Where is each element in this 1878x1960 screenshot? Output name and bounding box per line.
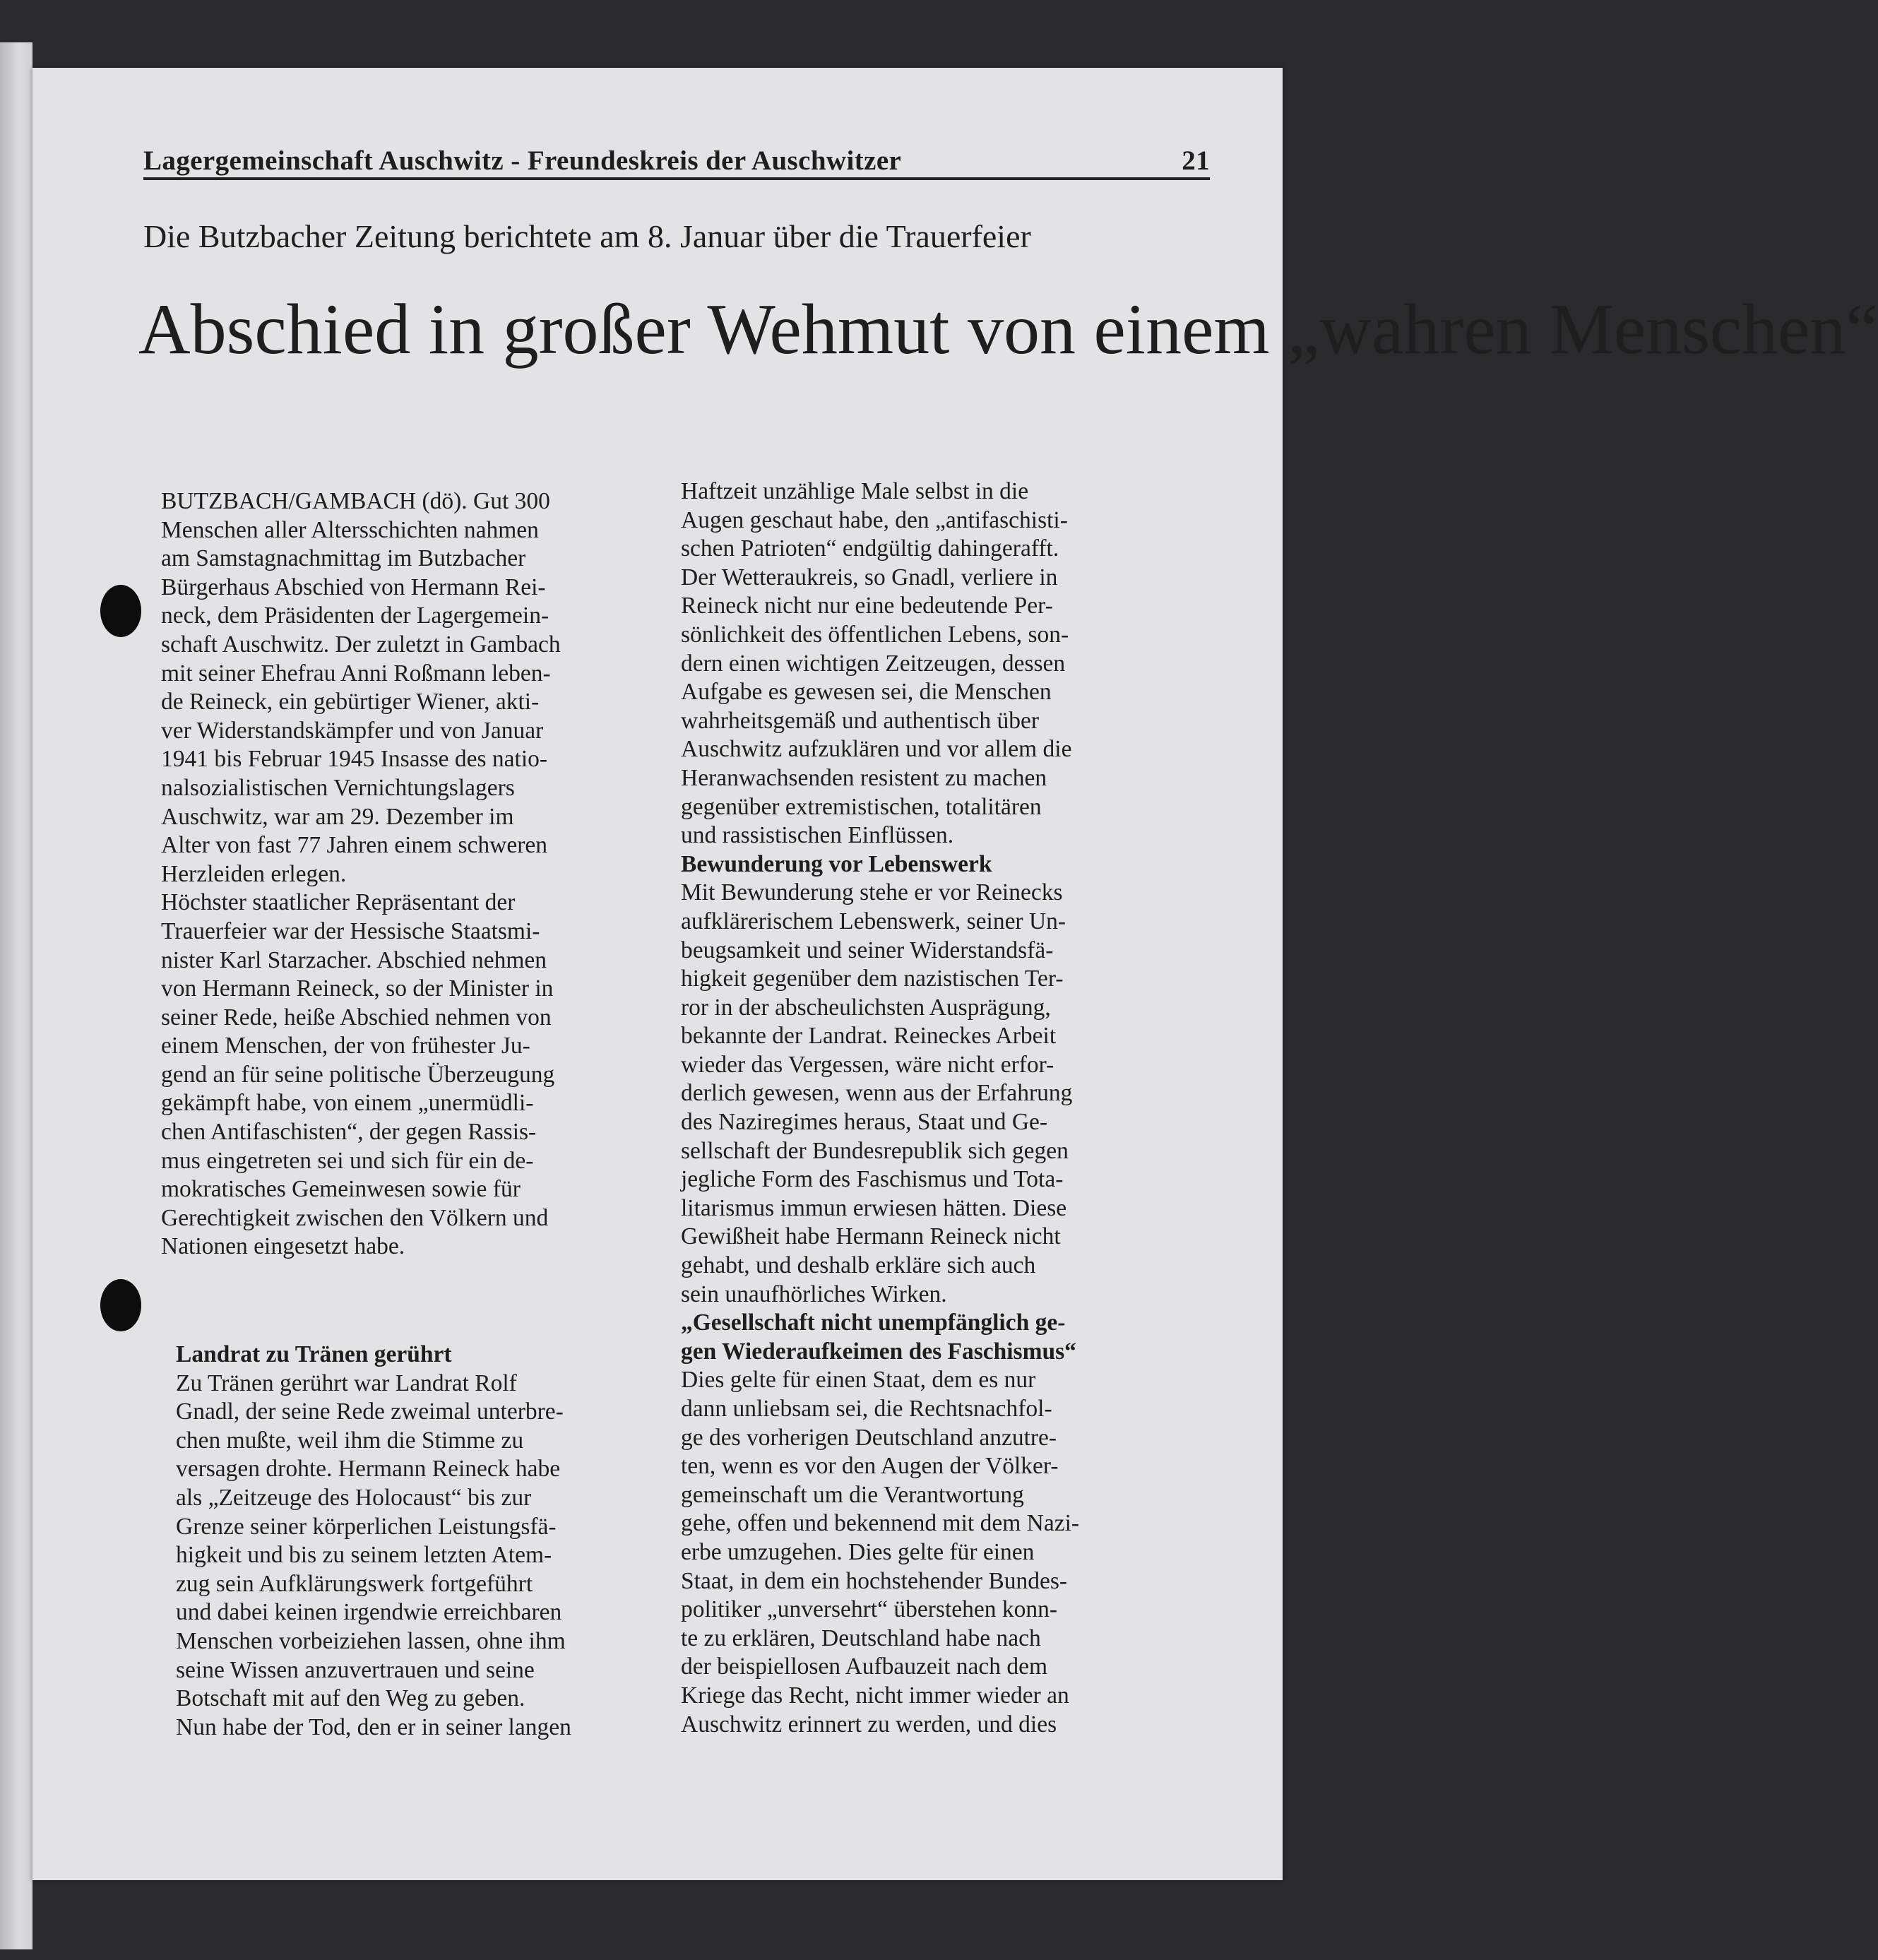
column-2-body [176,1370,646,1742]
article-column-1 [161,487,631,1261]
text-line: derlich gewesen, wenn aus der Erfahrung [681,1080,1073,1107]
article-headline [138,290,1878,370]
headline-line-2: von einem „wahren Menschen“ [968,290,1878,369]
text-line: schaft Auschwitz. Der zuletzt in Gambach [161,631,561,658]
text-line: wieder das Vergessen, wäre nicht erfor- [681,1051,1054,1078]
text-line: de Reineck, ein gebürtiger Wiener, akti- [161,689,540,715]
text-line: higkeit und bis zu seinem letzten Atem- [176,1542,552,1569]
text-line: mus eingetreten sei und sich für ein de- [161,1147,534,1174]
text-line: Reineck nicht nur eine bedeutende Per- [681,593,1053,619]
text-line: ror in der abscheulichsten Ausprägung, [681,994,1051,1021]
punch-hole-bottom [100,1279,141,1331]
intro-line: Die Butzbacher Zeitung berichtete am 8. Januar über die Trauerfeier [143,218,1031,254]
text-line: am Samstagnachmittag im Butzbacher [161,545,526,572]
text-line: jegliche Form des Faschismus und Tota- [681,1166,1064,1193]
text-line: beugsamkeit und seiner Widerstandsfä- [681,937,1054,963]
text-line: Haftzeit unzählige Male selbst in die [681,478,1029,504]
text-line: gehabt, und deshalb erkläre sich auch [681,1252,1036,1279]
text-line: chen Antifaschisten“, der gegen Rassis- [161,1119,537,1146]
text-line: litarismus immun erwiesen hätten. Diese [681,1194,1067,1221]
text-line: und dabei keinen irgendwie erreichbaren [176,1599,562,1626]
text-line: Auschwitz erinnert zu werden, und dies [681,1711,1057,1738]
punch-hole-top [100,585,141,637]
text-line: sellschaft der Bundesrepublik sich gegen [681,1137,1069,1164]
text-line: einem Menschen, der von frühester Ju- [161,1033,530,1059]
text-line: gend an für seine politische Überzeugung [161,1061,555,1088]
adjacent-page-edge [0,42,32,1949]
text-line: nister Karl Starzacher. Abschied nehmen [161,946,547,973]
text-line: gemeinschaft um die Verantwortung [681,1481,1024,1508]
subheading-landrat: Landrat zu Tränen gerührt [176,1341,452,1367]
text-line: und rassistischen Einflüssen. [681,822,954,849]
text-line: chen mußte, weil ihm die Stimme zu [176,1427,524,1454]
text-line: Alter von fast 77 Jahren einem schweren [161,832,547,859]
text-line: gekämpft habe, von einem „unermüdli- [161,1090,534,1117]
text-line: neck, dem Präsidenten der Lagergemein- [161,602,549,629]
document-page [32,68,1878,1880]
text-line: Augen geschaut habe, den „antifaschisti- [681,506,1068,533]
text-line: Heranwachsenden resistent zu machen [681,764,1047,791]
text-line: Gewißheit habe Hermann Reineck nicht [681,1223,1061,1250]
text-line: Kriege das Recht, nicht immer wieder an [681,1682,1069,1709]
text-line: sein unaufhörliches Wirken. [681,1281,947,1307]
text-line: Gerechtigkeit zwischen den Völkern und [161,1204,549,1231]
article-column-3 [681,477,1165,1739]
text-line: mokratisches Gemeinwesen sowie für [161,1176,521,1203]
subheading-bewunderung: Bewunderung vor Lebenswerk [681,850,992,877]
column-3-body-b [681,879,1165,1309]
text-line: Bürgerhaus Abschied von Hermann Rei- [161,574,546,600]
text-line: Auschwitz aufzuklären und vor allem die [681,736,1072,763]
publication-title: Lagergemeinschaft Auschwitz - Freundeskreis der Auschwitzer [143,145,902,176]
headline-line-1: Abschied in großer Wehmut [138,290,950,369]
running-header [143,130,1210,177]
text-line: gehe, offen und bekennend mit dem Nazi- [681,1510,1080,1537]
text-line: 1941 bis Februar 1945 Insasse des natio- [161,746,548,773]
text-line: ten, wenn es vor den Augen der Völker- [681,1453,1059,1480]
text-line: gen Wiederaufkeimen des Faschismus“ [681,1338,1076,1365]
text-line: der beispiellosen Aufbauzeit nach dem [681,1653,1048,1680]
text-line: von Hermann Reineck, so der Minister in [161,975,554,1002]
text-line: Dies gelte für einen Staat, dem es nur [681,1367,1036,1394]
text-line: erbe umzugehen. Dies gelte für einen [681,1538,1035,1565]
text-line: wahrheitsgemäß und authentisch über [681,707,1039,734]
text-line: seiner Rede, heiße Abschied nehmen von [161,1004,552,1031]
text-line: als „Zeitzeuge des Holocaust“ bis zur [176,1484,532,1511]
text-line: Menschen vorbeiziehen lassen, ohne ihm [176,1627,566,1654]
text-line: gegenüber extremistischen, totalitären [681,793,1042,820]
text-line: ver Widerstandskämpfer und von Januar [161,717,544,744]
text-line: Menschen aller Altersschichten nahmen [161,516,539,543]
text-line: schen Patrioten“ endgültig dahingerafft. [681,535,1059,562]
text-line: Botschaft mit auf den Weg zu geben. [176,1685,525,1712]
column-3-body-c [681,1366,1165,1739]
text-line: versagen drohte. Hermann Reineck habe [176,1456,561,1483]
text-line: Nun habe der Tod, den er in seiner langen [176,1713,571,1740]
column-3-body-a [681,477,1165,850]
article-column-2 [176,1341,646,1742]
text-line: sönlichkeit des öffentlichen Lebens, son- [681,621,1069,648]
header-rule [143,177,1210,180]
text-line: bekannte der Landrat. Reineckes Arbeit [681,1023,1057,1050]
subheading-gesellschaft [681,1309,1165,1366]
text-line: „Gesellschaft nicht unempfänglich ge- [681,1309,1066,1336]
text-line: dern einen wichtigen Zeitzeugen, dessen [681,650,1066,677]
text-line: Trauerfeier war der Hessische Staatsmi- [161,917,540,944]
page-number: 21 [1182,145,1210,176]
text-line: Herzleiden erlegen. [161,860,347,887]
text-line: nalsozialistischen Vernichtungslagers [161,774,515,801]
text-line: politiker „unversehrt“ überstehen konn- [681,1596,1058,1623]
text-line: zug sein Aufklärungswerk fortgeführt [176,1570,533,1597]
text-line: Mit Bewunderung stehe er vor Reinecks [681,879,1063,906]
text-line: mit seiner Ehefrau Anni Roßmann leben- [161,660,551,687]
text-line: Höchster staatlicher Repräsentant der [161,889,516,916]
text-line: des Naziregimes heraus, Staat und Ge- [681,1109,1048,1136]
text-line: aufklärerischem Lebenswerk, seiner Un- [681,908,1066,934]
text-line: dann unliebsam sei, die Rechtsnachfol- [681,1396,1052,1422]
text-line: Staat, in dem ein hochstehender Bundes- [681,1567,1068,1594]
text-line: seine Wissen anzuvertrauen und seine [176,1656,535,1683]
text-line: BUTZBACH/GAMBACH (dö). Gut 300 [161,488,550,514]
text-line: Grenze seiner körperlichen Leistungsfä- [176,1513,557,1540]
text-line: higkeit gegenüber dem nazistischen Ter- [681,966,1064,992]
text-line: ge des vorherigen Deutschland anzutre- [681,1424,1057,1451]
text-line: Der Wetteraukreis, so Gnadl, verliere in [681,564,1058,590]
text-line: Auschwitz, war am 29. Dezember im [161,803,514,830]
text-line: Gnadl, der seine Rede zweimal unterbre- [176,1398,564,1425]
text-line: Zu Tränen gerührt war Landrat Rolf [176,1370,517,1396]
text-line: Nationen eingesetzt habe. [161,1233,405,1260]
text-line: te zu erklären, Deutschland habe nach [681,1625,1041,1651]
text-line: Aufgabe es gewesen sei, die Menschen [681,679,1052,706]
